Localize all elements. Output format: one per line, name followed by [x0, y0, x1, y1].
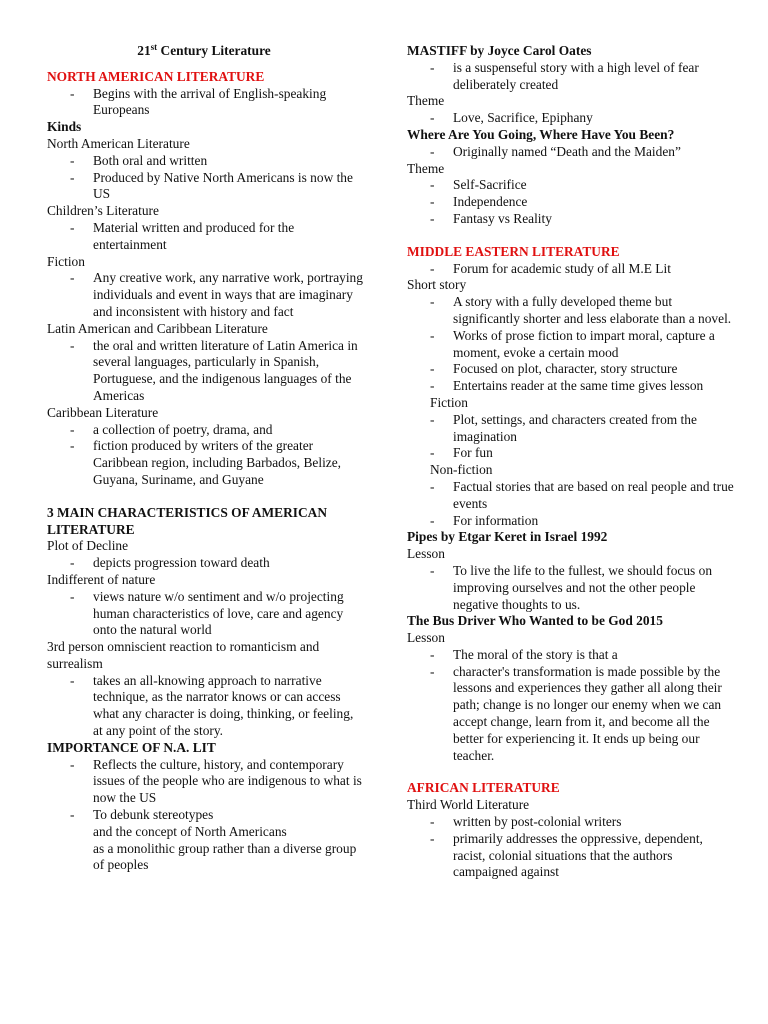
theme-label: Theme: [407, 93, 445, 109]
importance-heading: IMPORTANCE OF N.A. LIT: [47, 739, 216, 755]
pipes-heading: Pipes by Etgar Keret in Israel 1992: [407, 529, 608, 545]
list-item: - fiction produced by writers of the greater Caribbean region, including Barbados, Belize, Guyana, Suriname, and Guyane: [47, 438, 365, 488]
page-title: [47, 43, 365, 60]
caribbean-literature-label: Caribbean Literature: [47, 404, 159, 420]
indifferent-nature-label: Indifferent of nature: [47, 571, 156, 587]
list-item: - Originally named “Death and the Maiden”: [407, 144, 737, 161]
short-story-label: Short story: [407, 277, 467, 293]
list-item: - Any creative work, any narrative work, portraying individuals and event in ways that are imaginary and inconsistent with history and fact: [47, 270, 365, 320]
list-item: - A story with a fully developed theme but significantly shorter and less elaborate than a novel.: [407, 294, 737, 328]
na-literature-list: [47, 153, 365, 203]
african-literature-heading: AFRICAN LITERATURE: [407, 780, 560, 796]
where-theme-list: [407, 177, 737, 227]
list-item: - Factual stories that are based on real people and true events: [407, 479, 737, 513]
importance-continuation: as a monolithic group rather than a diverse group of peoples: [93, 840, 357, 873]
lesson-label: Lesson: [407, 630, 445, 646]
list-item: - character's transformation is made possible by the lessons and experiences they gather all along their path; change is no longer our enemy when we can accept change, learn from it, and become all the better for experiencing it. It ends up being our teacher.: [407, 664, 737, 765]
list-item: - is a suspenseful story with a high level of fear deliberately created: [407, 60, 737, 94]
third-world-label: Third World Literature: [407, 797, 530, 813]
middle-eastern-list: [407, 261, 737, 278]
nonfiction-list: [407, 479, 737, 529]
mastiff-theme-list: [407, 110, 737, 127]
na-intro-list: [47, 86, 365, 120]
list-item: - Love, Sacrifice, Epiphany: [407, 110, 737, 127]
list-item: - primarily addresses the oppressive, dependent, racist, colonial situations that the authors campaigned against: [407, 831, 737, 881]
theme-label: Theme: [407, 160, 445, 176]
mastiff-list: [407, 60, 737, 94]
list-item: - For information: [407, 513, 737, 530]
mastiff-heading: MASTIFF by Joyce Carol Oates: [407, 43, 592, 58]
list-item: - views nature w/o sentiment and w/o projecting human characteristics of love, care and agency onto the natural world: [47, 589, 365, 639]
latin-american-label: Latin American and Caribbean Literature: [47, 320, 268, 336]
importance-continuation: and the concept of North Americans: [93, 823, 287, 839]
list-item: - the oral and written literature of Latin America in several languages, particularly in Spanish, Portuguese, and the indigenous languages of the Americas: [47, 338, 365, 405]
list-item: - The moral of the story is that a: [407, 647, 737, 664]
where-are-you-going-heading: Where Are You Going, Where Have You Been?: [407, 126, 675, 142]
fiction-list: [407, 412, 737, 462]
importance-list: [47, 757, 365, 824]
list-item: - written by post-colonial writers: [407, 814, 737, 831]
list-item: - takes an all-knowing approach to narrative technique, as the narrator knows or can access what any character is doing, thinking, or feeling, at any point of the story.: [47, 673, 365, 740]
list-item: - a collection of poetry, drama, and: [47, 422, 365, 439]
childrens-literature-list: [47, 220, 365, 254]
list-item: - Fantasy vs Reality: [407, 211, 737, 228]
nonfiction-label: Non-fiction: [430, 462, 493, 478]
caribbean-literature-list: [47, 422, 365, 489]
list-item: - depicts progression toward death: [47, 555, 365, 572]
plot-of-decline-list: [47, 555, 365, 572]
middle-eastern-heading: MIDDLE EASTERN LITERATURE: [407, 243, 620, 259]
list-item: - Both oral and written: [47, 153, 365, 170]
list-item: - To debunk stereotypes: [47, 807, 365, 824]
list-item: - Plot, settings, and characters created from the imagination: [407, 412, 737, 446]
na-literature-heading: NORTH AMERICAN LITERATURE: [47, 68, 265, 84]
list-item: - Material written and produced for the entertainment: [47, 220, 365, 254]
short-story-list: [407, 294, 737, 395]
title-text: Century Literature: [157, 43, 271, 58]
list-item: - Independence: [407, 194, 737, 211]
where-are-you-going-list: [407, 144, 737, 161]
title-number: 21: [137, 43, 151, 58]
bus-driver-lesson-list: [407, 647, 737, 765]
na-literature-label: North American Literature: [47, 135, 190, 151]
fiction-label: Fiction: [47, 253, 85, 269]
list-item: - Reflects the culture, history, and contemporary issues of the people who are indigenous to what is now the US: [47, 757, 365, 807]
fiction-list: [47, 270, 365, 320]
list-item: - Self-Sacrifice: [407, 177, 737, 194]
list-item: - Works of prose fiction to impart moral, capture a moment, evoke a certain mood: [407, 328, 737, 362]
pipes-lesson-list: [407, 563, 737, 613]
kinds-heading: Kinds: [47, 119, 82, 135]
main-characteristics-heading: 3 MAIN CHARACTERISTICS OF AMERICAN LITERATURE: [47, 504, 327, 537]
bus-driver-heading: The Bus Driver Who Wanted to be God 2015: [407, 613, 663, 629]
right-column: [407, 43, 737, 881]
list-item: - To live the life to the fullest, we should focus on improving ourselves and not the other people negative thoughts to us.: [407, 563, 737, 613]
lesson-label: Lesson: [407, 546, 445, 562]
list-item: - Focused on plot, character, story structure: [407, 361, 737, 378]
list-item: - Entertains reader at the same time gives lesson: [407, 378, 737, 395]
third-person-label: 3rd person omniscient reaction to romanticism and surrealism: [47, 639, 320, 671]
title-superscript: st: [150, 42, 158, 52]
left-column: [47, 43, 365, 874]
plot-of-decline-label: Plot of Decline: [47, 538, 129, 554]
list-item: - Produced by Native North Americans is now the US: [47, 170, 365, 204]
list-item: - Forum for academic study of all M.E Lit: [407, 261, 737, 278]
list-item: - For fun: [407, 445, 737, 462]
third-person-list: [47, 673, 365, 740]
list-item: - Begins with the arrival of English-speaking Europeans: [47, 86, 365, 120]
third-world-list: [407, 814, 737, 881]
latin-american-list: [47, 338, 365, 405]
indifferent-nature-list: [47, 589, 365, 639]
fiction-label: Fiction: [430, 394, 468, 410]
childrens-literature-label: Children’s Literature: [47, 203, 159, 219]
